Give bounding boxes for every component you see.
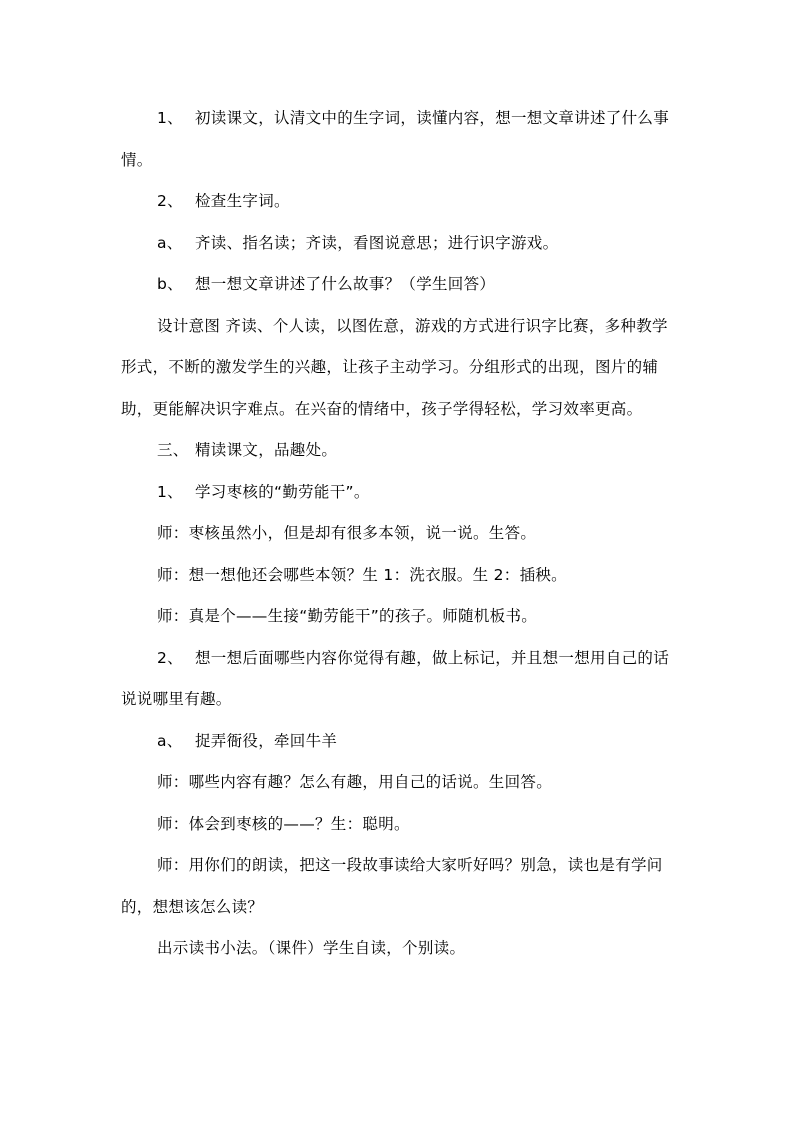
paragraph-14 [121, 804, 677, 846]
paragraph-13 [121, 762, 677, 804]
paragraph-text: 想一想后面哪些内容你觉得有趣，做上标记，并且想一想用自己的话说说哪里有趣。 [121, 648, 670, 708]
paragraph-11 [121, 638, 677, 721]
paragraph-text: 师：体会到枣核的——？生：聪明。 [157, 814, 410, 833]
paragraph-text: 师：想一想他还会哪些本领？生 1：洗衣服。生 2：插秧。 [157, 565, 567, 584]
paragraph-text: 检查生字词。 [195, 192, 290, 210]
list-marker: 1、 [157, 482, 183, 501]
paragraph-12 [121, 721, 677, 763]
paragraph-15 [121, 845, 677, 928]
list-marker: b、 [157, 275, 183, 293]
list-marker: 2、 [157, 192, 183, 210]
paragraph-10 [121, 596, 677, 638]
paragraph-text: 设计意图 齐读、个人读，以图佐意，游戏的方式进行识字比赛，多种教学形式，不断的激发学生的兴趣，让孩子主动学习。分组形式的出现，图片的辅助，更能解决识字难点。在兴奋的情绪中，孩子学得轻松，学习效率更高。 [121, 316, 668, 418]
paragraph-2 [121, 181, 677, 223]
list-marker: a、 [157, 233, 183, 252]
paragraph-3 [121, 223, 677, 265]
list-marker: 2、 [157, 648, 183, 667]
paragraph-text: 学习枣核的“勤劳能干”。 [195, 482, 370, 501]
paragraph-8 [121, 513, 677, 555]
section-heading-3 [121, 430, 677, 472]
paragraph-text: 齐读、指名读；齐读，看图说意思；进行识字游戏。 [195, 233, 559, 252]
paragraph-text: 师：真是个——生接“勤劳能干”的孩子。师随机板书。 [157, 607, 538, 625]
paragraph-text: 师：枣核虽然小，但是却有很多本领，说一说。生答。 [157, 524, 537, 542]
document-body [121, 98, 677, 970]
paragraph-text: 初读课文，认清文中的生字词，读懂内容，想一想文章讲述了什么事情。 [121, 109, 670, 169]
paragraph-text: 师：用你们的朗读，把这一段故事读给大家听好吗？别急，读也是有学问的，想想该怎么读？ [121, 856, 663, 916]
list-marker: 1、 [157, 109, 183, 127]
paragraph-text: 想一想文章讲述了什么故事？（学生回答） [195, 275, 496, 293]
paragraph-16 [121, 928, 677, 970]
paragraph-text: 师：哪些内容有趣？怎么有趣，用自己的话说。生回答。 [157, 773, 553, 791]
list-marker: a、 [157, 731, 183, 750]
paragraph-1 [121, 98, 677, 181]
paragraph-text: 出示读书小法。（课件）学生自读，个别读。 [157, 939, 466, 957]
paragraph-text: 精读课文，品趣处。 [195, 441, 338, 459]
paragraph-7 [121, 472, 677, 514]
list-marker: 三、 [157, 441, 189, 459]
paragraph-4 [121, 264, 677, 306]
paragraph-text: 捉弄衙役，牵回牛羊 [195, 731, 338, 750]
paragraph-design-intent [121, 306, 677, 431]
paragraph-9 [121, 555, 677, 597]
